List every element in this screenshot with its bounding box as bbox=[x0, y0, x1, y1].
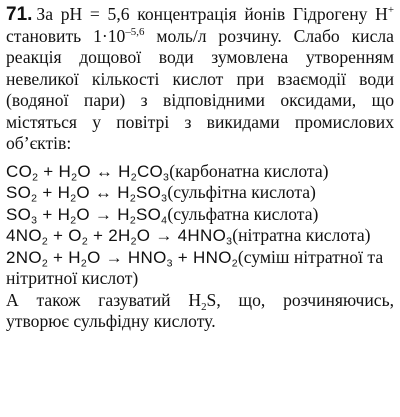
closing-paragraph bbox=[6, 290, 394, 333]
equation-sulfuric bbox=[6, 204, 394, 226]
concentration-exponent: –5,6 bbox=[125, 25, 145, 38]
hydrogen-charge: + bbox=[387, 3, 394, 16]
equation-note: (карбонатна кислота) bbox=[169, 160, 329, 181]
task-intro-1: За pH = 5,6 концентрація йонів Гідрогену H bbox=[36, 4, 388, 24]
equation-carbonic bbox=[6, 161, 394, 183]
closing-s: S bbox=[206, 289, 217, 310]
formula: $SO_2 + H_2O$ ↔ $H_2SO_3$ bbox=[6, 183, 168, 205]
equations-block bbox=[6, 161, 394, 290]
formula: $4NO_2 + O_2 + 2H_2O \to 4HNO_3$ bbox=[6, 226, 233, 248]
equation-sulfurous bbox=[6, 182, 394, 204]
equation-note: (суміш нітратної та нітритної кислот) bbox=[6, 246, 384, 288]
closing-text-2: , що, розчиняючись, утворює сульфідну кислоту. bbox=[6, 289, 394, 331]
formula: $CO_2 + H_2O$ ↔ $H_2CO_3$ bbox=[6, 161, 170, 184]
task-intro-3: моль/л розчину. Слабо кисла реакція дощової води зумовлена утворенням невеликої кількості кислот при взаємодії води (водяної пари) з відповідними оксидами, що містяться у повітрі з викидами промислових об’єктів: bbox=[6, 25, 394, 153]
task-paragraph bbox=[6, 4, 394, 155]
task-intro-2: становить 1·10 bbox=[6, 25, 126, 46]
equation-nitric bbox=[6, 225, 394, 247]
closing-text-1: А також газуватий H bbox=[6, 289, 202, 310]
equation-nitric-nitrous bbox=[6, 247, 394, 290]
equation-note: (нітратна кислота) bbox=[232, 225, 371, 245]
equation-note: (сульфітна кислота) bbox=[167, 182, 316, 202]
equation-note: (сульфатна кислота) bbox=[167, 203, 319, 224]
formula: $2NO_2 + H_2O \to HNO_3 + HNO_2$ bbox=[6, 247, 238, 270]
task-number: 71. bbox=[6, 4, 33, 25]
h2s-subscript: 2 bbox=[201, 300, 207, 313]
formula: $SO_3 + H_2O \to H_2SO_4$ bbox=[6, 204, 168, 227]
